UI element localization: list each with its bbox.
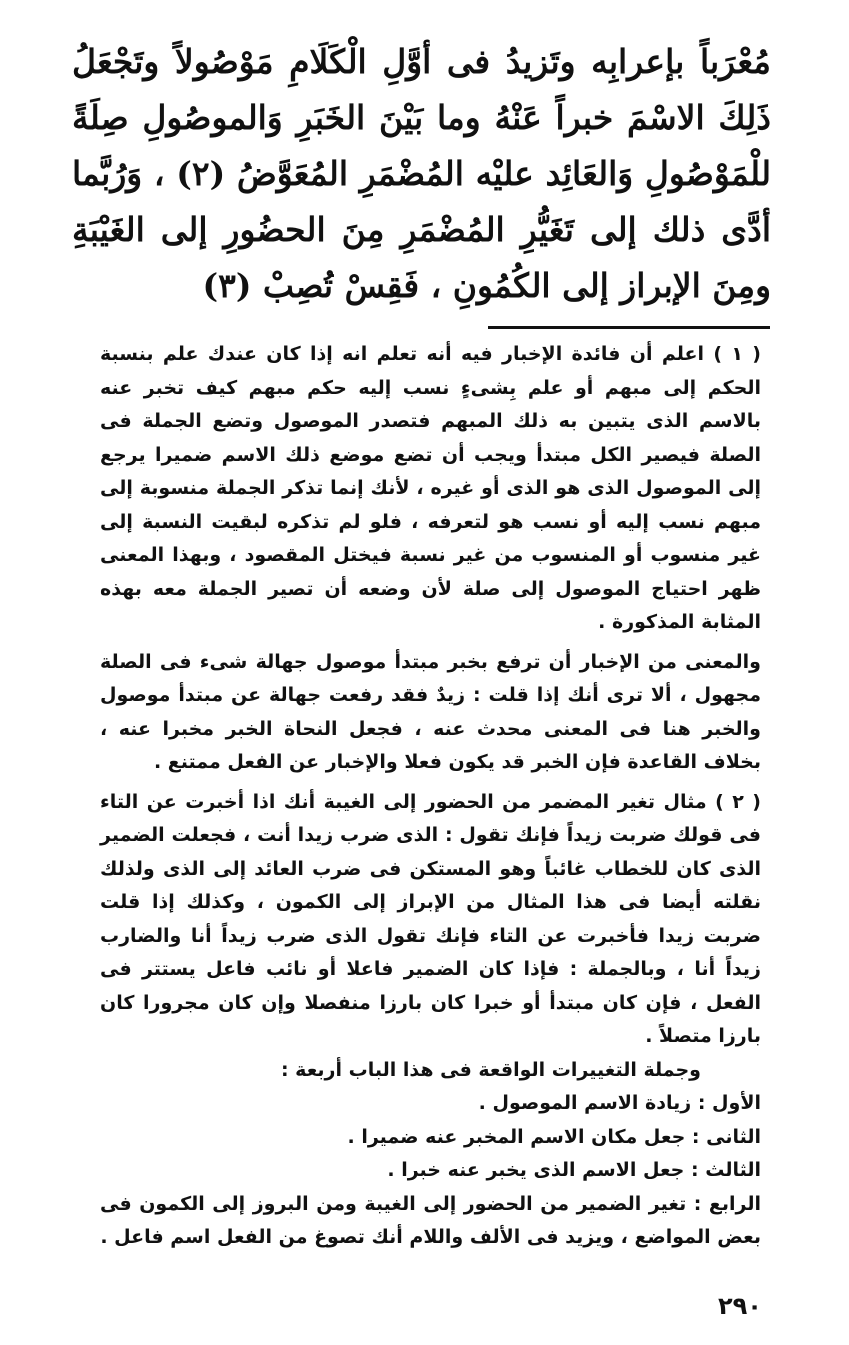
footnote-1: ( ١ ) اعلم أن فائدة الإخبار فيه أنه تعلم انه إذا كان عندك علم بنسبة الحكم إلى مبهم أو علم بِشىءٍ نسب إليه حكم مبهم كيف تخبر عنه بالاسم الذى يتبين به ذلك المبهم فتصدر الموصول وتضع الجملة فى الصلة فيصير الكل مبتدأ ويجب أن تضع موضع ذلك الاسم ضميرا يرجع إلى الموصول الذى هو الذى أو غيره ، لأنك إنما تذكر الجملة منسوبة إلى مبهم نسب إليه أو نسب هو لتعرفه ، فلو لم تذكره لبقيت النسبة إلى غير منسوب أو المنسوب من غير نسبة فيختل المقصود ، وبهذا المعنى ظهر احتياج الموصول إلى صلة لأن وضعه أن تصير الجملة معه بهذه المثابة المذكورة .	[100, 343, 761, 633]
footnote-2: ( ٢ ) مثال تغير المضمر من الحضور إلى الغيبة أنك اذا أخبرت عن التاء فى قولك ضربت زيداً فإنك تقول : الذى ضرب زيدا أنت ، فجعلت الضمير الذى كان للخطاب غائباً وهو المستكن فى ضرب العائد إلى الذى ولذلك نقلته أيضا فى هذا المثال من الإبراز إلى الكمون ، وكذلك إذا قلت ضربت زيدا فأخبرت عن التاء فإنك تقول الذى ضرب زيداً أنا والضارب زيداً أنا ، وبالجملة : فإذا كان الضمير فاعلا أو نائب فاعل يستتر فى الفعل ، فإن كان مبتدأ أو خبرا كان بارزا منفصلا وإن كان مجرورا كان بارزا متصلاً .	[100, 790, 761, 1047]
footnote-1-continuation: والمعنى من الإخبار أن ترفع بخبر مبتدأ موصول جهالة شىء فى الصلة مجهول ، ألا ترى أنك إذا قلت : زيدٌ فقد رفعت جهالة عن مبتدأ موصول والخبر هنا فى المعنى محدث عنه ، فجعل النحاة الخبر مخبرا عنه ، بخلاف القاعدة فإن الخبر قد يكون فعلا والإخبار عن الفعل ممتنع .	[100, 650, 761, 773]
change-item-2: الثانى : جعل مكان الاسم المخبر عنه ضميرا .	[347, 1125, 761, 1148]
footnote-separator	[488, 326, 770, 329]
change-item-4: الرابع : تغير الضمير من الحضور إلى الغيبة ومن البروز إلى الكمون فى بعض المواضع ، ويزيد فى الألف واللام أنك تصوغ من الفعل اسم فاعل .	[100, 1192, 761, 1248]
main-paragraph: مُعْرَباً بإعرابِه وتَزيدُ فى أوَّلِ الْكَلَامِ مَوْصُولاً وتَجْعَلُ ذَلِكَ الاسْمَ خبراً عَنْهُ وما بَيْنَ الخَبَرِ وَالموصُولِ صِلَةً للْمَوْصُولِ وَالعَائِد عليْه المُضْمَرِ المُعَوَّضُ (٢) ، وَرُبَّما أدَّى ذلك إلى تَغَيُّرِ المُضْمَرِ مِنَ الحضُورِ إلى الغَيْبَةِ ومِنَ الإبراز إلى الكُمُونِ ، فَقِسْ تُصِبْ (٣)	[72, 42, 772, 305]
page-number: ٢٩٠	[718, 1292, 762, 1320]
main-text-block	[72, 34, 771, 314]
footnotes-block	[100, 338, 761, 1255]
change-item-1: الأول : زيادة الاسم الموصول .	[478, 1092, 761, 1114]
changes-intro: وجملة التغييرات الواقعة فى هذا الباب أربعة :	[280, 1058, 701, 1081]
change-item-3: الثالث : جعل الاسم الذى يخبر عنه خبرا .	[387, 1159, 761, 1181]
